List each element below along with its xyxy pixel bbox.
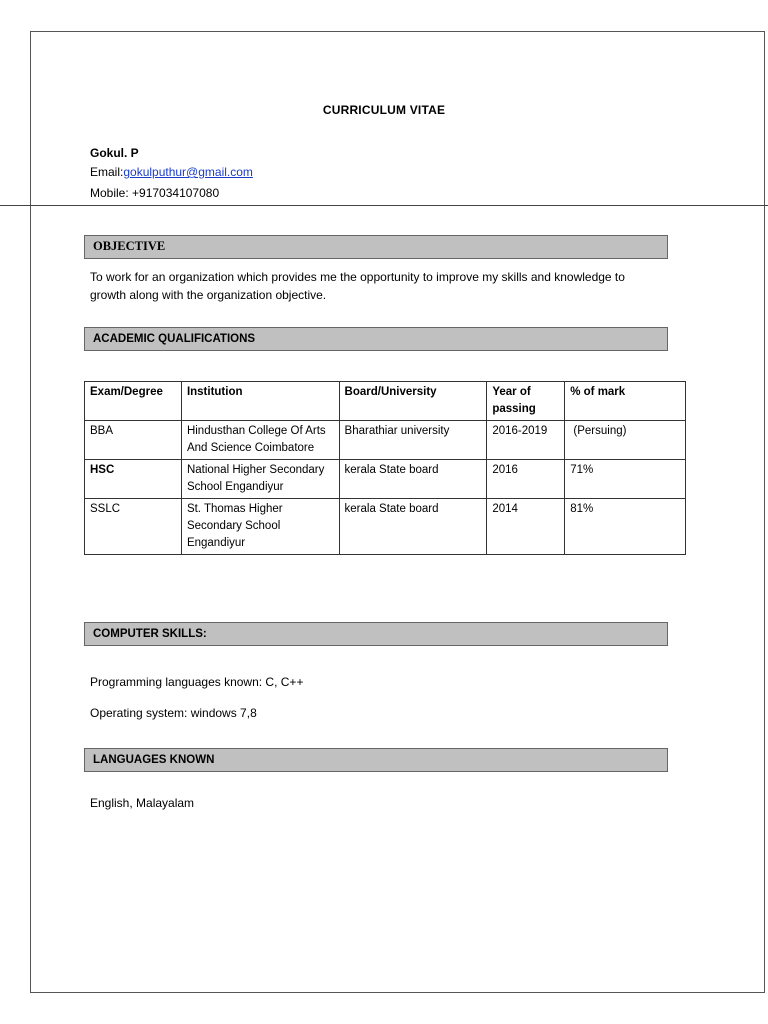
exam-cell: HSC <box>85 460 182 499</box>
column-header: Exam/Degree <box>85 382 182 421</box>
column-header: Year of passing <box>487 382 565 421</box>
email-link[interactable]: gokulputhur@gmail.com <box>123 165 253 179</box>
objective-text-line: To work for an organization which provides me the opportunity to improve my skills and knowledge to <box>90 270 625 284</box>
year-cell: 2014 <box>487 499 565 555</box>
board-cell: kerala State board <box>339 460 487 499</box>
objective-heading: OBJECTIVE <box>84 235 668 259</box>
institution-cell: St. Thomas Higher Secondary School Engandiyur <box>181 499 339 555</box>
year-cell: 2016 <box>487 460 565 499</box>
mobile-line: Mobile: +917034107080 <box>90 186 220 200</box>
document-title: CURRICULUM VITAE <box>322 103 446 117</box>
mark-cell: 71% <box>565 460 686 499</box>
exam-cell: SSLC <box>85 499 182 555</box>
candidate-name: Gokul. P <box>90 146 139 160</box>
institution-cell: Hindusthan College Of Arts And Science Coimbatore <box>181 421 339 460</box>
table-row <box>85 460 686 499</box>
mark-cell: 81% <box>565 499 686 555</box>
institution-cell: National Higher Secondary School Engandiyur <box>181 460 339 499</box>
academic-heading: ACADEMIC QUALIFICATIONS <box>84 327 668 351</box>
column-header: Institution <box>181 382 339 421</box>
year-cell: 2016-2019 <box>487 421 565 460</box>
operating-system: Operating system: windows 7,8 <box>90 706 257 720</box>
email-label: Email: <box>90 165 124 179</box>
languages-list: English, Malayalam <box>90 796 195 810</box>
email-line <box>90 165 253 179</box>
board-cell: Bharathiar university <box>339 421 487 460</box>
programming-languages: Programming languages known: C, C++ <box>90 675 304 689</box>
objective-text-line: growth along with the organization objective. <box>90 288 327 302</box>
languages-heading: LANGUAGES KNOWN <box>84 748 668 772</box>
column-header: Board/University <box>339 382 487 421</box>
objective-text <box>90 268 690 304</box>
mark-cell: (Persuing) <box>565 421 686 460</box>
qualifications-table <box>84 381 686 555</box>
board-cell: kerala State board <box>339 499 487 555</box>
header-divider <box>0 205 768 206</box>
exam-cell: BBA <box>85 421 182 460</box>
table-row <box>85 421 686 460</box>
computer-skills-heading: COMPUTER SKILLS: <box>84 622 668 646</box>
table-row <box>85 499 686 555</box>
table-header-row <box>85 382 686 421</box>
column-header: % of mark <box>565 382 686 421</box>
